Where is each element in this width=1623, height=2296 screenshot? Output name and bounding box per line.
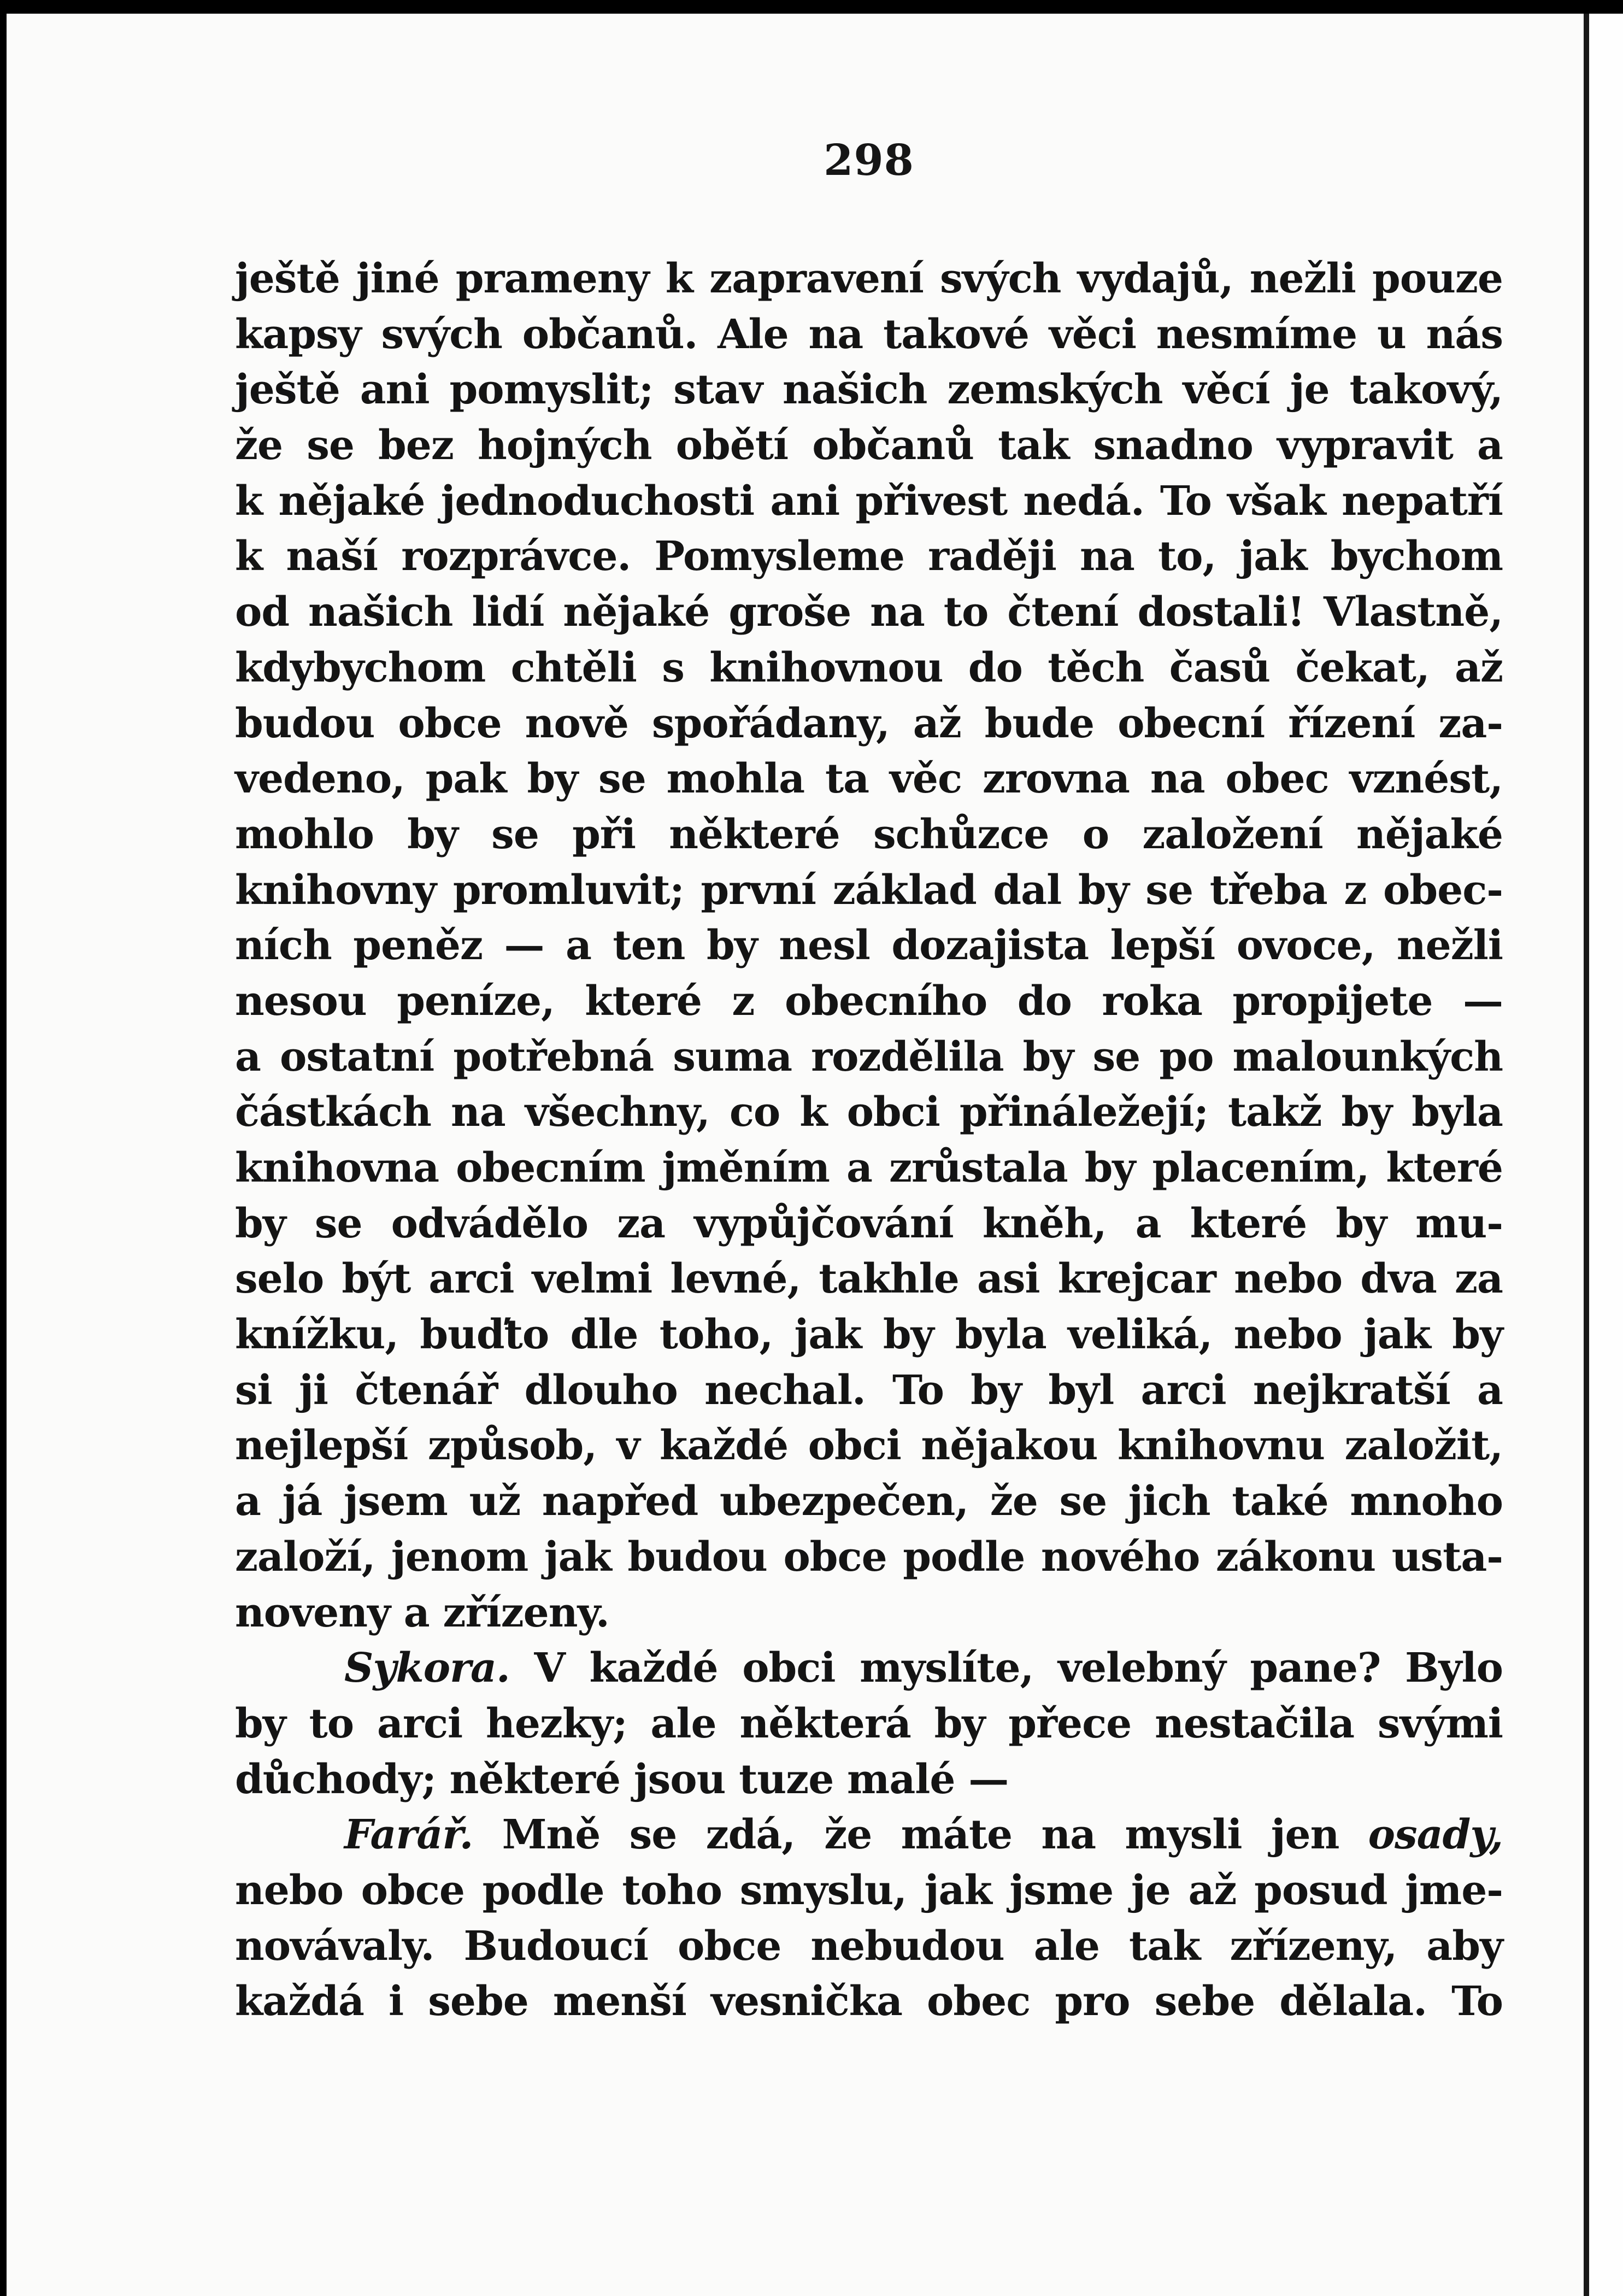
text-line: každá i sebe menší vesnička obec pro sebe dělala. To — [235, 1978, 1503, 2025]
dialogue-line-farar — [235, 1807, 1503, 1863]
dialogue-line-sykora — [235, 1641, 1503, 1696]
text-line: od našich lidí nějaké groše na to čtení dostali! Vlastně, — [235, 589, 1503, 636]
page-edge-rule — [1584, 14, 1589, 2296]
text-line: a ostatní potřebná suma rozdělila by se po malounkých — [235, 1033, 1503, 1081]
text-line: ještě jiné prameny k zapravení svých vydajů, nežli pouze — [235, 255, 1503, 302]
text-line: důchody; některé jsou tuze malé — — [235, 1755, 1009, 1803]
text-line: vedeno, pak by se mohla ta věc zrovna na obec vznést, — [235, 755, 1503, 803]
dialogue-text: V každé obci myslíte, velebný pane? Bylo — [534, 1645, 1503, 1692]
text-line: nebo obce podle toho smyslu, jak jsme je až posud jme- — [235, 1866, 1503, 1914]
text-line: mohlo by se při některé schůzce o založení nějaké — [235, 811, 1503, 858]
body-text — [235, 251, 1503, 2030]
page-number: 298 — [824, 136, 914, 185]
text-line: knihovny promluvit; první základ dal by se třeba z obec- — [235, 866, 1503, 914]
text-line: částkách na všechny, co k obci přináležejí; takž by byla — [235, 1089, 1503, 1136]
text-line: by to arci hezky; ale některá by přece nestačila svými — [235, 1700, 1503, 1747]
text-line: k nějaké jednoduchosti ani přivest nedá. To však nepatří — [235, 477, 1503, 525]
text-line: že se bez hojných obětí občanů tak snadno vypravit a — [235, 422, 1503, 469]
text-line: ještě ani pomyslit; stav našich zemských věcí je takový, — [235, 366, 1503, 414]
text-line: kapsy svých občanů. Ale na takové věci nesmíme u nás — [235, 310, 1503, 358]
text-line: kdybychom chtěli s knihovnou do těch časů čekat, až — [235, 644, 1503, 691]
text-line: nejlepší způsob, v každé obci nějakou knihovnu založit, — [235, 1422, 1503, 1470]
text-line: ních peněz — a ten by nesl dozajista lepší ovoce, nežli — [235, 922, 1503, 970]
text-line: knihovna obecním jměním a zrůstala by placením, které — [235, 1144, 1503, 1191]
emphasis-osady: osady, — [1368, 1811, 1503, 1859]
text-line: novávaly. Budoucí obce nebudou ale tak zřízeny, aby — [235, 1922, 1503, 1970]
text-line: knížku, buďto dle toho, jak by byla veliká, nebo jak by — [235, 1311, 1503, 1359]
text-line: si ji čtenář dlouho nechal. To by byl arci nejkratší a — [235, 1366, 1503, 1414]
text-line: nesou peníze, které z obecního do roka propijete — — [235, 977, 1503, 1025]
text-line: by se odvádělo za vypůjčování kněh, a které by mu- — [235, 1200, 1503, 1247]
speaker-farar: Farář. — [344, 1811, 473, 1859]
text-line: budou obce nově spořádany, až bude obecní řízení za- — [235, 700, 1503, 747]
text-line: založí, jenom jak budou obce podle nového zákonu usta- — [235, 1533, 1503, 1581]
text-line: a já jsem už napřed ubezpečen, že se jich také mnoho — [235, 1478, 1503, 1525]
text-line: noveny a zřízeny. — [235, 1589, 609, 1636]
speaker-sykora: Sykora. — [344, 1645, 510, 1692]
text-line: selo být arci velmi levné, takhle asi krejcar nebo dva za — [235, 1255, 1503, 1303]
text-line: k naší rozprávce. Pomysleme raději na to, jak bychom — [235, 533, 1503, 580]
dialogue-text: Mně se zdá, že máte na mysli jen — [502, 1811, 1339, 1859]
